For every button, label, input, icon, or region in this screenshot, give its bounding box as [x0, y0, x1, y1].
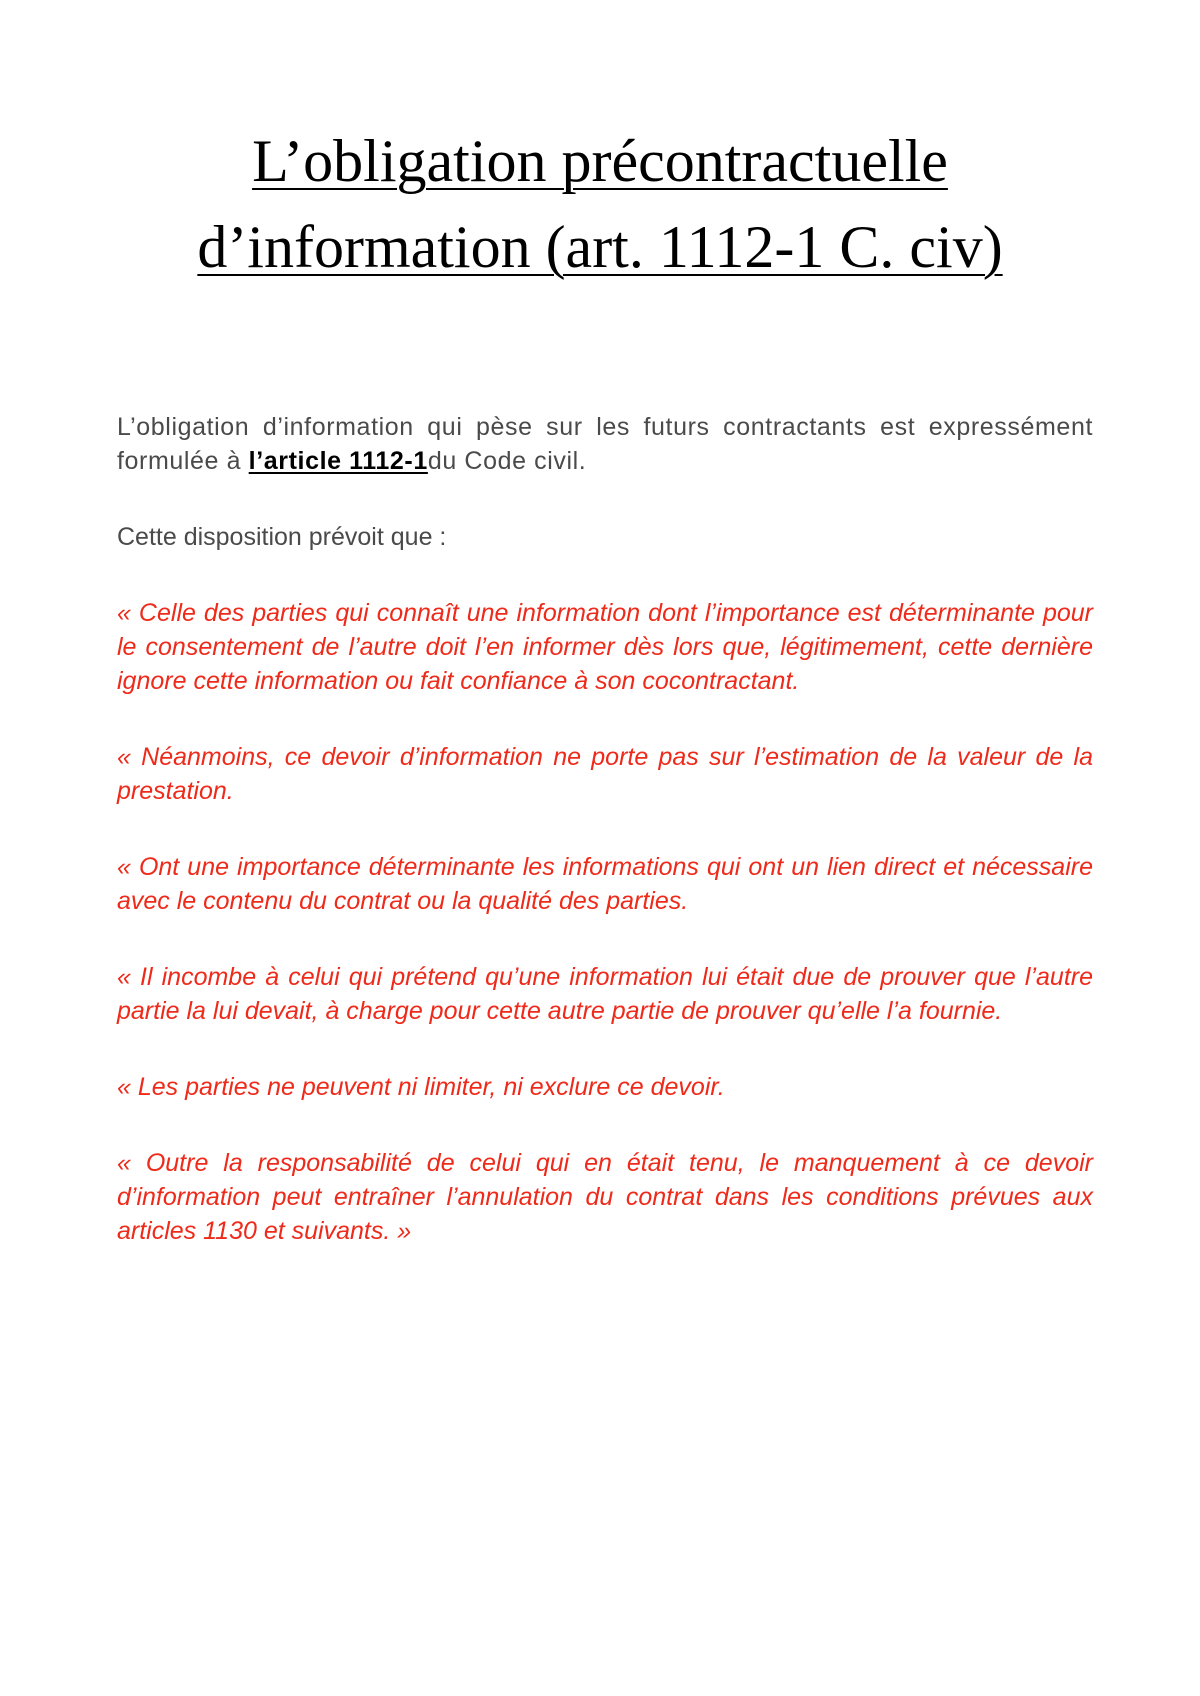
title-line-1: [100, 118, 1100, 204]
article-1112-1-link[interactable]: l’article 1112-1: [248, 447, 428, 475]
title-line-1-text: L’obligation précontractuelle: [252, 128, 948, 194]
intro-text-before-link: L’obligation d’information qui pèse sur les futurs contractants est expressément formulée à: [117, 413, 1093, 475]
quote-paragraph-2: « Néanmoins, ce devoir d’information ne porte pas sur l’estimation de la valeur de la prestation.: [117, 743, 1093, 805]
quote-paragraph-4: « Il incombe à celui qui prétend qu’une information lui était due de prouver que l’autre partie la lui devait, à charge pour cette autre partie de prouver qu’elle l’a fournie.: [117, 963, 1093, 1025]
quote-paragraph-6: « Outre la responsabilité de celui qui en était tenu, le manquement à ce devoir d’information peut entraîner l’annulation du contrat dans les conditions prévues aux articles 1130 et suivants. »: [117, 1149, 1093, 1245]
title-line-2: [100, 204, 1100, 290]
page-title: [100, 118, 1100, 290]
quote-paragraph-5: « Les parties ne peuvent ni limiter, ni exclure ce devoir.: [117, 1073, 725, 1101]
document-body: [117, 410, 1093, 1290]
quote-paragraph-3: « Ont une importance déterminante les informations qui ont un lien direct et nécessaire avec le contenu du contrat ou la qualité des parties.: [117, 853, 1093, 915]
quote-paragraph-1: « Celle des parties qui connaît une information dont l’importance est déterminante pour le consentement de l’autre doit l’en informer dès lors que, légitimement, cette dernière ignore cette information ou fait confiance à son cocontractant.: [117, 599, 1093, 695]
intro-paragraph: [117, 410, 1093, 478]
title-line-2-text: d’information (art. 1112-1 C. civ): [197, 214, 1003, 280]
intro-text-after-link: du Code civil.: [427, 447, 587, 475]
lead-in-paragraph: Cette disposition prévoit que :: [117, 523, 447, 551]
